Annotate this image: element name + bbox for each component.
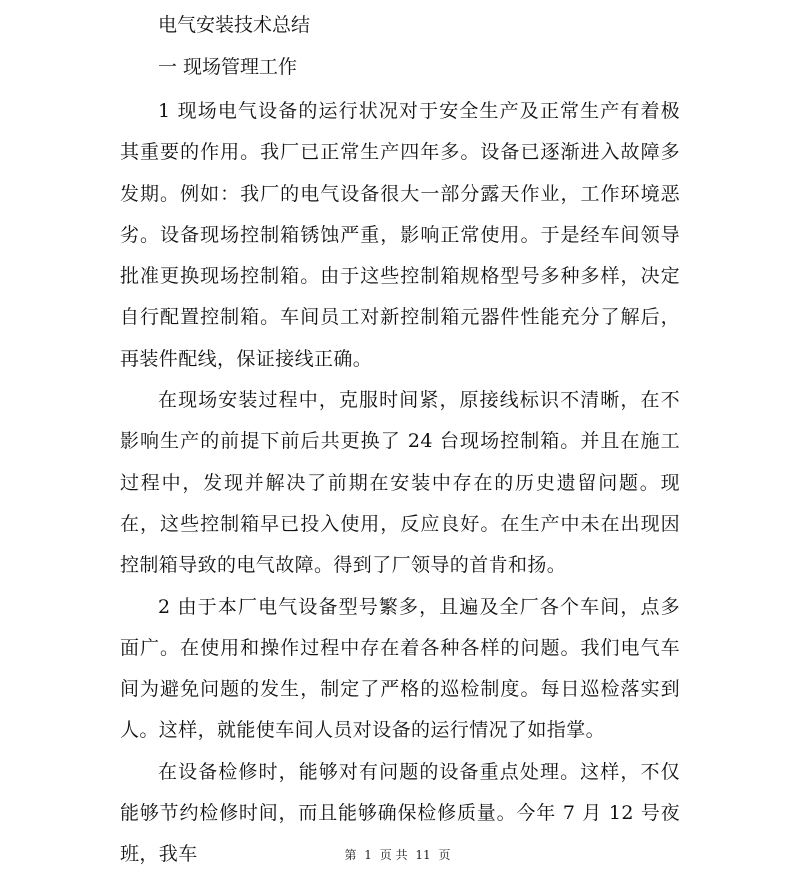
footer-page-number: 1 xyxy=(364,848,372,862)
paragraph-1: 1 现场电气设备的运行状况对于安全生产及正常生产有着极其重要的作用。我厂已正常生产四年多。设备已逐渐进入故障多发期。例如：我厂的电气设备很大一部分露天作业，工作环境恶劣。设备现场控制箱锈蚀严重，影响正常使用。于是经车间领导批准更换现场控制箱。由于这些控制箱规格型号多种多样，决定自行配置控制箱。车间员工对新控制箱元器件性能充分了解后，再装件配线，保证接线正确。 xyxy=(120,100,680,370)
footer-suffix: 页 xyxy=(438,848,451,862)
section-heading: 一 现场管理工作 xyxy=(158,56,298,78)
document-body xyxy=(120,91,680,876)
page-footer xyxy=(0,846,795,864)
footer-middle: 页 共 xyxy=(379,848,408,862)
paragraph-3: 2 由于本厂电气设备型号繁多，且遍及全厂各个车间，点多面广。在使用和操作过程中存在着各种各样的问题。我们电气车间为避免问题的发生，制定了严格的巡检制度。每日巡检落实到人。这样，就能使车间人员对设备的运行情况了如指掌。 xyxy=(120,595,680,742)
document-title: 电气安装技术总结 xyxy=(158,14,311,36)
footer-page-total: 11 xyxy=(415,848,431,862)
paragraph-4: 在设备检修时，能够对有问题的设备重点处理。这样，不仅能够节约检修时间，而且能够确保检修质量。今年 7 月 12 号夜班，我车 xyxy=(120,760,680,866)
footer-prefix: 第 xyxy=(344,848,357,862)
paragraph-2: 在现场安装过程中，克服时间紧，原接线标识不清晰，在不影响生产的前提下前后共更换了 24 台现场控制箱。并且在施工过程中，发现并解决了前期在安装中存在的历史遗留问题。现在，这些控制箱早已投入使用，反应良好。在生产中未在出现因控制箱导致的电气故障。得到了厂领导的首肯和扬。 xyxy=(120,389,680,577)
